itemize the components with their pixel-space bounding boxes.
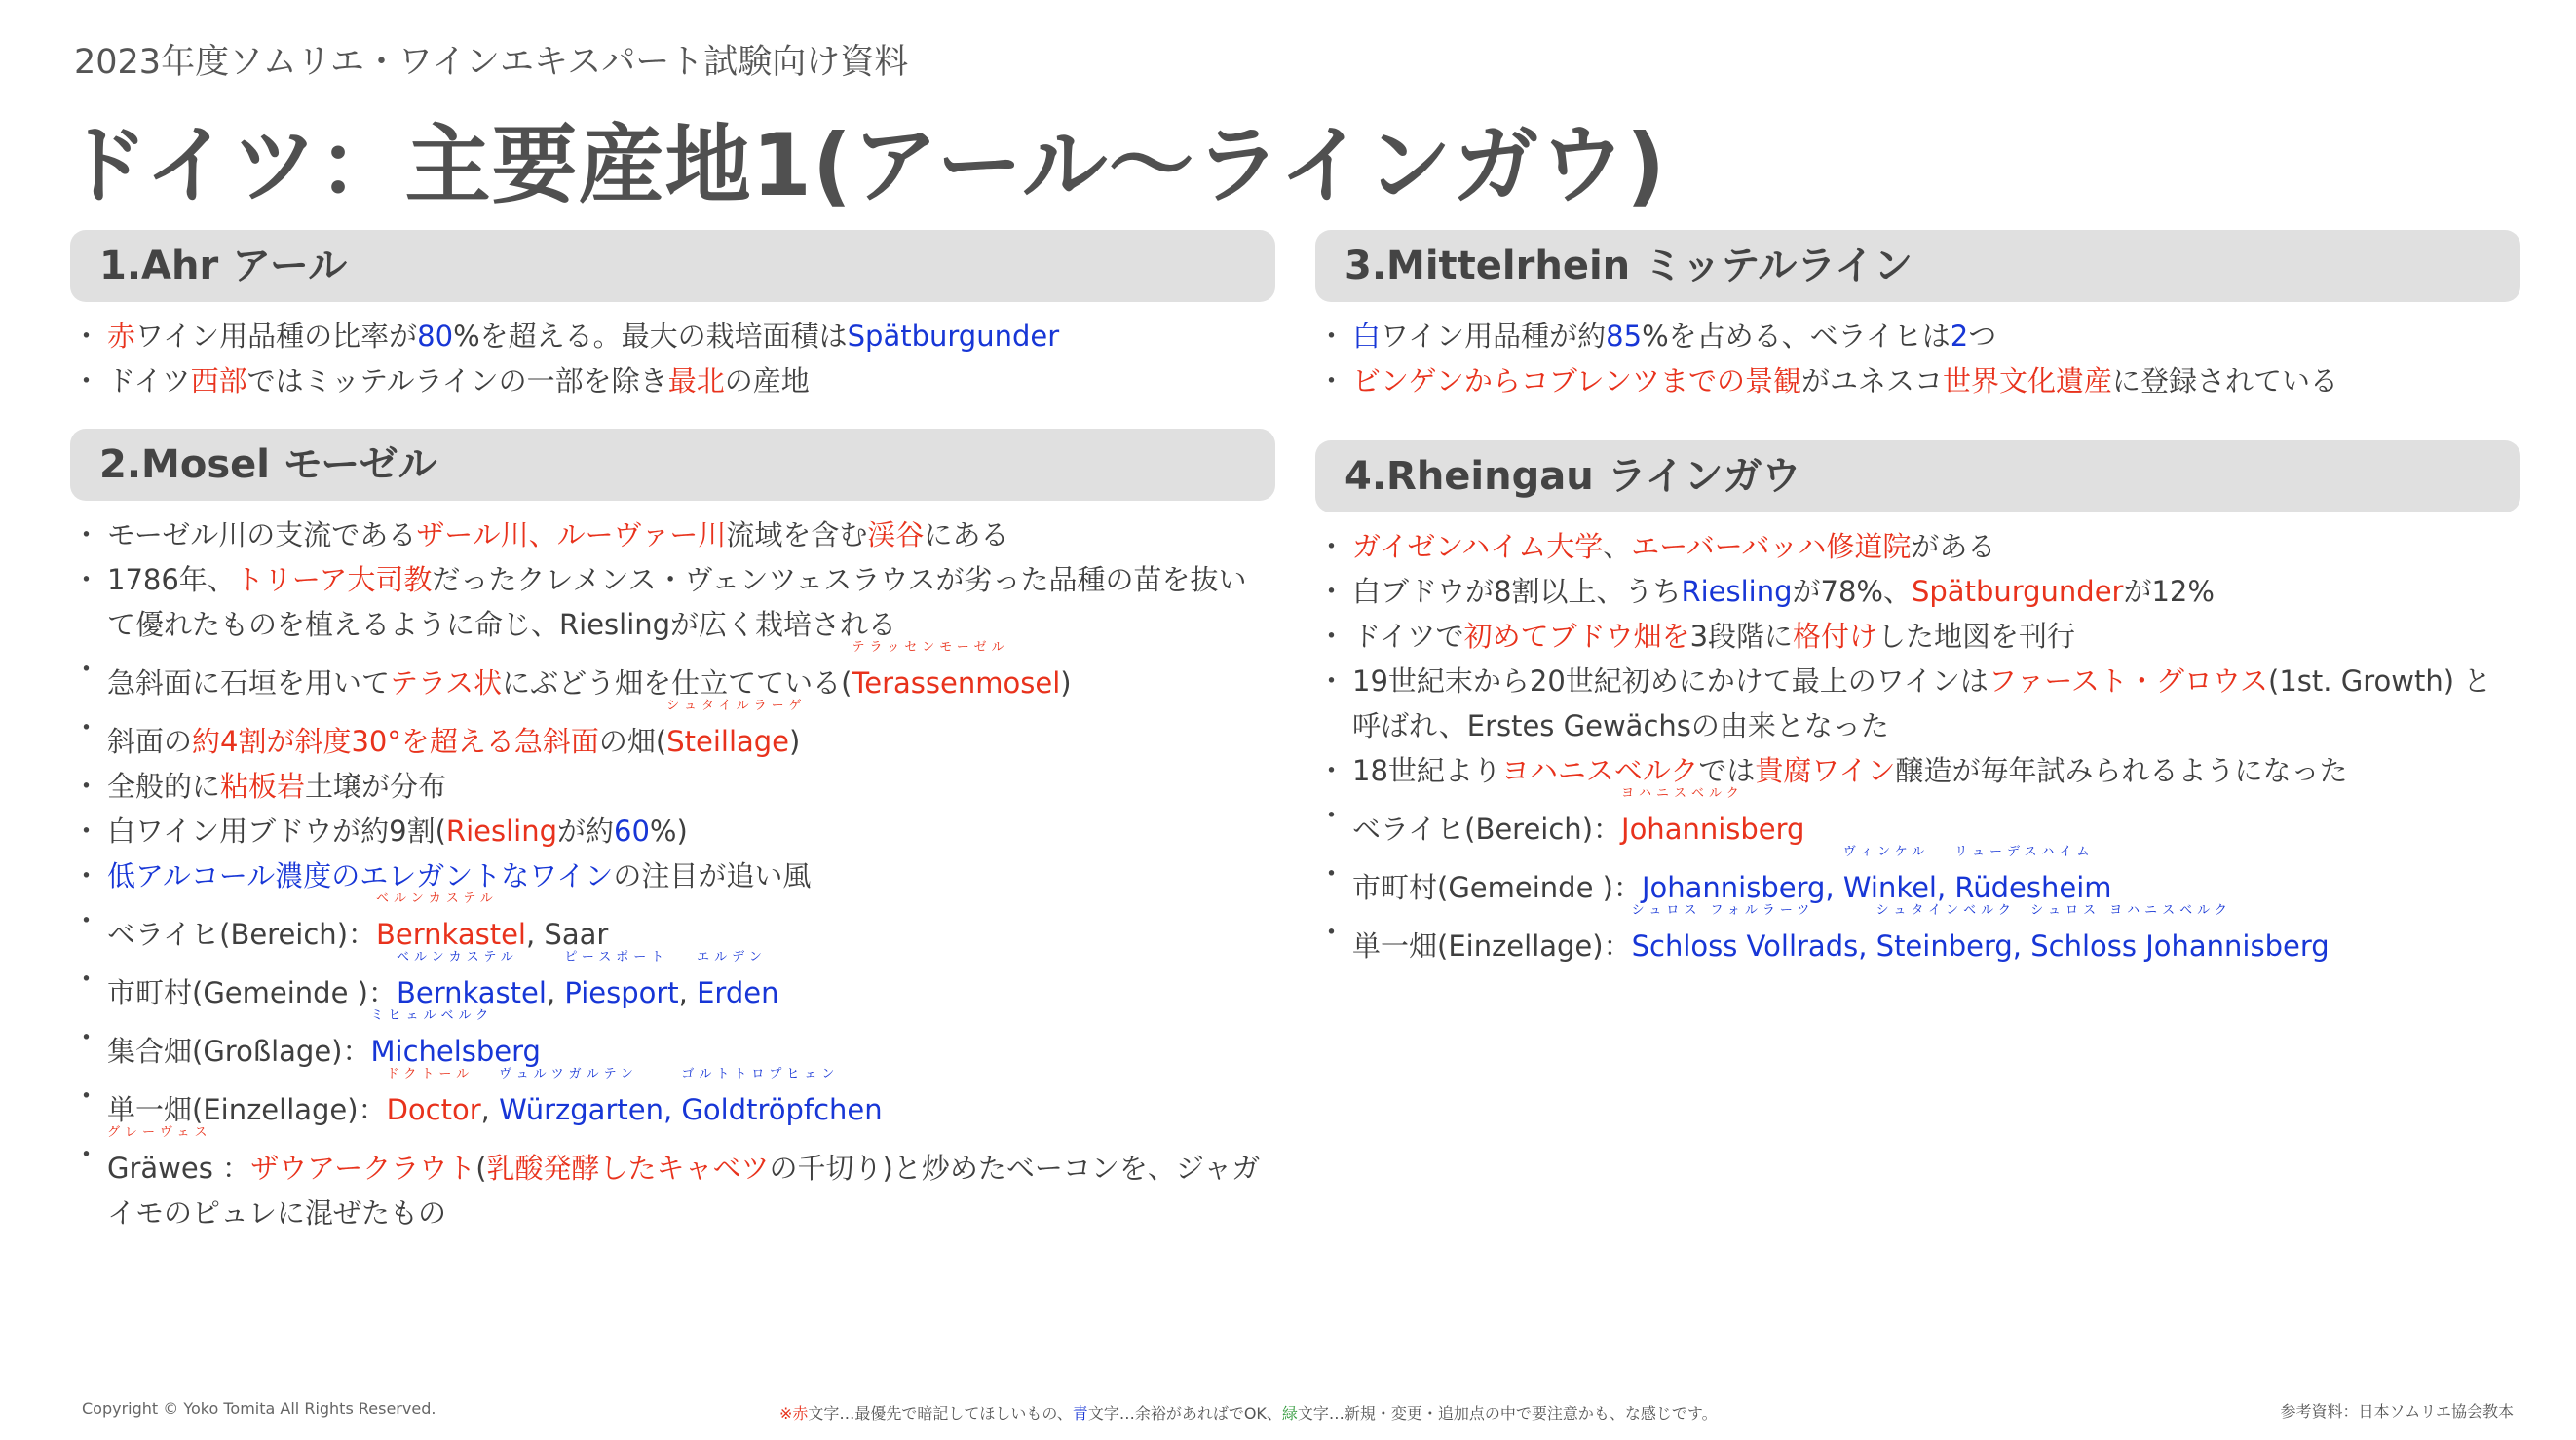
annotated-term — [1631, 903, 1868, 968]
annotated-term — [107, 1125, 213, 1191]
ahr-list — [70, 302, 1275, 403]
katakana-reading: シュタイルラーゲ — [666, 699, 807, 713]
text-segment: 市町村(Gemeinde )： — [107, 976, 397, 1009]
text-segment: だったクレメンス・ヴェンツェスラウスが劣った品種の苗を抜いて優れたものを植えるように命じ、Rieslingが広く栽培される — [107, 563, 1247, 641]
term-text: Goldtröpfchen — [681, 1093, 883, 1126]
katakana-reading: ヨハニスベルク — [1621, 786, 1744, 801]
bullet-item — [70, 359, 1269, 403]
text-segment: 流域を含む — [726, 518, 868, 551]
katakana-reading: エルデン — [697, 950, 767, 965]
text-segment: 緑 — [1281, 1404, 1298, 1422]
text-segment: , — [2012, 929, 2031, 963]
annotated-term — [386, 1067, 481, 1132]
katakana-reading: ピースポート — [564, 950, 669, 965]
term-text: Schloss Vollrads, — [1631, 929, 1868, 963]
annotated-term — [564, 950, 679, 1015]
bullet-item — [70, 699, 1269, 764]
text-segment: 赤 — [792, 1404, 809, 1422]
text-segment: 約4割が斜度30°を超える急斜面 — [192, 725, 599, 758]
text-segment: 文字…新規・変更・追加点の中で要注意かも、な感じです。 — [1297, 1404, 1718, 1422]
text-segment: した地図を刊行 — [1877, 620, 2076, 653]
text-segment: 西部 — [190, 364, 247, 398]
text-segment: 乳酸発酵したキャベツ — [486, 1152, 770, 1185]
text-segment: ではミッテルラインの一部を除き — [246, 364, 668, 398]
katakana-reading: ヴュルツガルテン — [499, 1067, 638, 1081]
text-segment: エーバーバッハ修道院 — [1631, 530, 1912, 563]
text-segment: 約 — [586, 815, 615, 848]
katakana-reading: シュロス フォルラーツ — [1631, 903, 1815, 918]
bullet-item — [70, 1125, 1269, 1235]
text-segment: 赤 — [107, 320, 136, 353]
annotated-term — [697, 950, 779, 1015]
term-text: Michelsberg — [370, 1035, 541, 1068]
term-text: Würzgarten, — [499, 1093, 673, 1126]
katakana-reading: ゴルトトロプヒェン — [681, 1067, 840, 1081]
text-segment: ビンゲンからコブレンツまでの景観 — [1352, 364, 1801, 398]
rheingau-list — [1315, 512, 2520, 968]
text-segment: 最北 — [667, 364, 725, 398]
text-segment: 急斜面に石垣を用いて — [107, 666, 391, 700]
annotated-term — [2030, 903, 2330, 968]
text-segment: , — [480, 1093, 500, 1126]
text-segment: 土壌が分布 — [305, 770, 447, 803]
text-segment: %) — [649, 815, 688, 848]
text-segment: Spätburgunder — [847, 320, 1060, 353]
text-segment: 白ブドウが8割以上、うち — [1352, 575, 1682, 608]
bullet-item — [1315, 524, 2514, 569]
text-segment: 80 — [417, 320, 454, 353]
text-segment: ザール川、ルーヴァー川 — [416, 518, 727, 551]
section-heading-ahr: 1.Ahr アール — [70, 230, 1275, 302]
text-segment: 18世紀より — [1352, 754, 1501, 787]
bullet-item — [70, 950, 1269, 1015]
term-text: Gräwes — [107, 1152, 213, 1185]
text-segment: の産地 — [724, 364, 810, 398]
bullet-item — [70, 1008, 1269, 1074]
text-segment: 格付け — [1793, 620, 1878, 653]
text-segment: ドイツ — [107, 364, 191, 398]
term-text: Bernkastel — [376, 918, 526, 951]
text-segment: , — [1825, 871, 1843, 904]
annotated-term — [666, 699, 807, 764]
bullet-item — [1315, 903, 2514, 968]
text-segment: 文字…余裕があればでOK、 — [1087, 1404, 1282, 1422]
katakana-reading: ミヒェルベルク — [370, 1008, 494, 1023]
text-segment: , — [1936, 871, 1955, 904]
text-segment: トリーア大司教 — [235, 563, 433, 596]
term-text: Johannisberg — [1621, 813, 1805, 846]
text-segment: 市町村(Gemeinde )： — [1352, 871, 1642, 904]
text-segment: , Saar — [525, 918, 609, 951]
katakana-reading: ドクトール — [386, 1067, 474, 1081]
katakana-reading: ベルンカステル — [396, 950, 518, 965]
term-text: Rüdesheim — [1954, 871, 2112, 904]
text-segment: 白 — [1352, 320, 1382, 353]
text-segment: モーゼル川の支流である — [107, 518, 417, 551]
text-segment: 白 — [107, 815, 136, 848]
text-segment: %を超える。最大の栽培面積は — [453, 320, 848, 353]
reference-note: 参考資料：日本ソムリエ協会教本 — [2280, 1402, 2514, 1421]
text-segment: Spätburgunder — [1911, 575, 2124, 608]
katakana-reading: ベルンカステル — [376, 891, 498, 906]
text-segment: 青 — [1072, 1404, 1088, 1422]
text-segment: の注目が追い風 — [613, 859, 812, 892]
term-text: Bernkastel — [396, 976, 547, 1009]
annotated-term — [852, 640, 1061, 705]
text-segment: 85 — [1606, 320, 1643, 353]
annotated-term — [681, 1067, 883, 1132]
annotated-term — [1875, 903, 2016, 968]
text-segment: 貴腐ワイン — [1755, 754, 1896, 787]
page-subtitle: 2023年度ソムリエ・ワインエキスパート試験向け資料 — [74, 43, 909, 82]
text-segment: に登録されている — [2112, 364, 2339, 398]
bullet-item — [70, 764, 1269, 809]
text-segment — [1867, 929, 1875, 963]
text-segment: ヨハニスベルク — [1500, 754, 1699, 787]
text-segment: が — [556, 815, 586, 848]
text-segment: 醸造が毎年試みられるようになった — [1895, 754, 2348, 787]
mittelrhein-list — [1315, 302, 2520, 403]
text-segment: ： — [212, 1152, 251, 1185]
bullet-item — [1315, 614, 2514, 659]
text-segment: , — [678, 976, 698, 1009]
text-segment: ザウアークラウト — [250, 1152, 476, 1185]
annotated-term — [1621, 786, 1805, 852]
text-segment: がある — [1911, 530, 1996, 563]
bullet-item — [70, 512, 1269, 557]
text-segment: 集合畑(Großlage)： — [107, 1035, 371, 1068]
text-segment: Johannisberg — [1641, 871, 1826, 904]
bullet-item — [1315, 786, 2514, 852]
text-segment: がユネスコ — [1800, 364, 1943, 398]
text-segment: つ — [1968, 320, 1997, 353]
term-text: Piesport — [564, 976, 679, 1009]
text-segment: 全般的に — [107, 770, 221, 803]
term-text: Schloss Johannisberg — [2030, 929, 2330, 963]
text-segment: テラス状 — [390, 666, 503, 700]
bullet-item — [1315, 314, 2514, 359]
bullet-item — [70, 853, 1269, 898]
text-segment: , — [546, 976, 565, 1009]
text-segment: 初めてブドウ畑を — [1463, 620, 1690, 653]
katakana-reading: ヴィンケル — [1842, 845, 1930, 859]
section-heading-mosel: 2.Mosel モーゼル — [70, 429, 1275, 501]
katakana-reading: シュロス ヨハニスベルク — [2030, 903, 2232, 918]
text-segment: Riesling — [445, 815, 557, 848]
term-text: Winkel — [1842, 871, 1937, 904]
bullet-item — [70, 640, 1269, 705]
text-segment: 3段階に — [1689, 620, 1794, 653]
text-segment: ガイゼンハイム大学 — [1352, 530, 1604, 563]
bullet-item — [70, 314, 1269, 359]
text-segment: が78%、 — [1792, 575, 1912, 608]
text-segment: の畑( — [598, 725, 667, 758]
text-segment: ( — [475, 1152, 487, 1185]
text-segment: ワイン — [135, 815, 220, 848]
katakana-reading: テラッセンモーゼル — [852, 640, 1009, 655]
text-segment: 渓谷 — [867, 518, 925, 551]
text-segment: では — [1698, 754, 1756, 787]
text-segment: 文字…最優先で暗記してほしいもの、 — [808, 1404, 1073, 1422]
text-segment — [672, 1093, 681, 1126]
text-segment: 2 — [1950, 320, 1969, 353]
katakana-reading: シュタインベルク — [1875, 903, 2016, 918]
text-segment: (1st. Growth) と呼ばれ、Erstes Gewächsの由来となった — [1352, 664, 2492, 742]
bullet-item — [70, 891, 1269, 957]
text-segment: ※ — [779, 1404, 793, 1422]
text-segment: 、 — [1603, 530, 1632, 563]
term-text: Steinberg — [1875, 929, 2013, 963]
text-segment: 粘板岩 — [220, 770, 306, 803]
text-segment: ) — [789, 725, 801, 758]
annotated-term — [499, 1067, 673, 1132]
section-heading-mittelrhein: 3.Mittelrhein ミッテルライン — [1315, 230, 2520, 302]
text-segment: 斜面の — [107, 725, 193, 758]
text-segment: ファースト・グロウス — [1988, 664, 2269, 698]
bullet-item — [1315, 845, 2514, 910]
term-text: Doctor — [386, 1093, 481, 1126]
color-legend — [779, 1401, 1718, 1423]
section-heading-rheingau: 4.Rheingau ラインガウ — [1315, 440, 2520, 512]
text-segment: 用ブドウが約9割( — [219, 815, 446, 848]
katakana-reading: ・ グレーヴェス — [107, 1125, 212, 1140]
text-segment: ベライヒ(Bereich)： — [107, 918, 377, 951]
bullet-item — [1315, 359, 2514, 403]
text-segment: 単一畑(Einzellage)： — [107, 1093, 387, 1126]
text-segment: の千切り)と炒めたベーコンを、ジャガイモのピュレに混ぜたもの — [107, 1152, 1261, 1230]
text-segment: Riesling — [1681, 575, 1793, 608]
text-segment: ベライヒ(Bereich)： — [1352, 813, 1622, 846]
bullet-item — [70, 809, 1269, 853]
text-segment: 単一畑(Einzellage)： — [1352, 929, 1632, 963]
text-segment: 1786年、 — [107, 563, 236, 596]
text-segment: 低アルコール濃度のエレガントなワイン — [107, 859, 614, 892]
text-segment: %を占める、ベライヒは — [1642, 320, 1951, 353]
text-segment: ) — [1060, 666, 1072, 700]
bullet-item — [1315, 748, 2514, 793]
text-segment: 60 — [614, 815, 650, 848]
text-segment: にぶどう畑を仕立てている( — [502, 666, 852, 700]
right-column — [1315, 230, 2520, 968]
text-segment: 世界文化遺産 — [1942, 364, 2112, 398]
term-text: Steillage — [666, 725, 790, 758]
bullet-item — [70, 557, 1269, 647]
katakana-reading: リューデスハイム — [1954, 845, 2095, 859]
text-segment: にある — [924, 518, 1009, 551]
copyright-notice: Copyright © Yoko Tomita All Rights Reserved. — [82, 1399, 436, 1418]
bullet-item — [1315, 569, 2514, 614]
page-title: ドイツ：主要産地1(アール〜ラインガウ) — [62, 115, 1667, 215]
text-segment: ドイツで — [1352, 620, 1464, 653]
mosel-list — [70, 501, 1275, 1235]
text-segment: 19世紀末から20世紀初めにかけて最上のワインは — [1352, 664, 1989, 698]
text-segment: ワイン用品種が約 — [1381, 320, 1607, 353]
text-segment: ワイン用品種の比率が — [135, 320, 418, 353]
bullet-item — [1315, 659, 2514, 748]
term-text: Erden — [697, 976, 779, 1009]
text-segment: が12% — [2123, 575, 2215, 608]
bullet-item — [70, 1067, 1269, 1132]
left-column — [70, 230, 1275, 1235]
term-text: Terassenmosel — [852, 666, 1061, 700]
